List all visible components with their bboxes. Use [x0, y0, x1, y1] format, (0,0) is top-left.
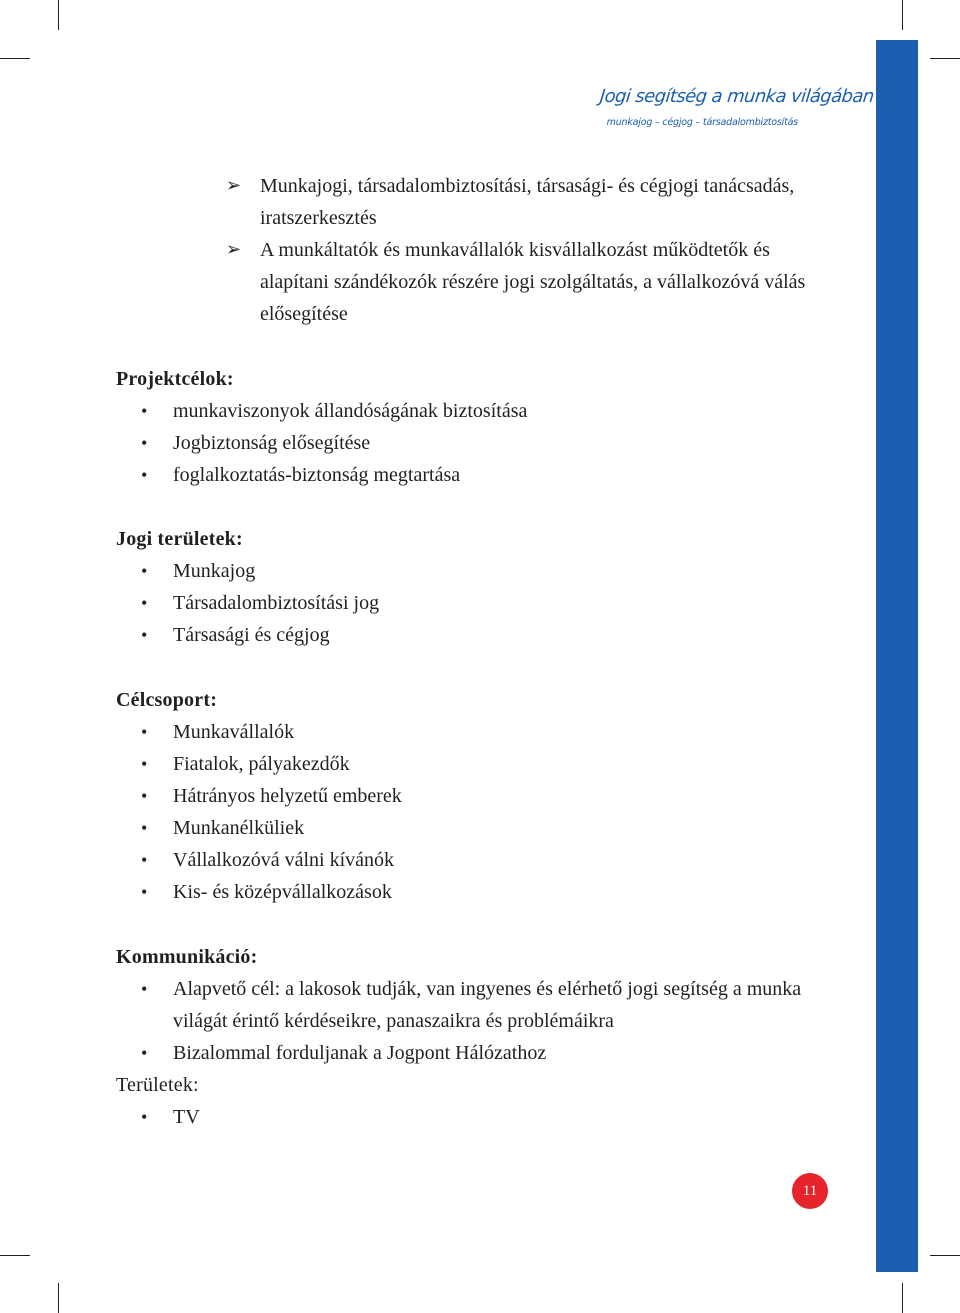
list-item-text: Alapvető cél: a lakosok tudják, van ingyenes és elérhető jogi segítség a munka világát érintő kérdéseikre, panaszaikra és problémáikra	[173, 978, 802, 1032]
header-title: Jogi segítség a munka világában	[598, 86, 875, 107]
list-item	[116, 748, 836, 780]
bullet-dot-icon: •	[141, 882, 148, 902]
bullet-list	[116, 395, 836, 491]
list-item-text: Munkajog	[173, 560, 256, 582]
bullet-dot-icon: •	[141, 818, 148, 838]
list-item	[116, 619, 836, 651]
crop-mark	[58, 0, 59, 30]
list-item-text: Fiatalok, pályakezdők	[173, 753, 350, 775]
list-item	[116, 780, 836, 812]
target-group-section	[116, 684, 836, 908]
list-item	[116, 973, 836, 1037]
bullet-dot-icon: •	[141, 754, 148, 774]
crop-mark	[902, 0, 903, 30]
crop-mark	[0, 1255, 30, 1256]
list-item-text: Vállalkozóvá válni kívánók	[173, 849, 395, 871]
bullet-dot-icon: •	[141, 561, 148, 581]
project-goals-section	[116, 363, 836, 491]
header-subtitle: munkajog – cégjog – társadalombiztosítás	[606, 117, 798, 128]
services-list	[226, 170, 838, 330]
page-edge-bar	[876, 40, 918, 1272]
page-number-badge: 11	[792, 1173, 828, 1209]
arrowhead-bullet-icon: ➢	[226, 239, 242, 260]
list-item	[116, 587, 836, 619]
list-item	[116, 716, 836, 748]
list-item-text: Kis- és középvállalkozások	[173, 881, 392, 903]
section-heading: Projektcélok:	[116, 368, 234, 390]
bullet-dot-icon: •	[141, 850, 148, 870]
list-item-text: Bizalommal forduljanak a Jogpont Hálózathoz	[173, 1042, 547, 1064]
bullet-dot-icon: •	[141, 786, 148, 806]
section-heading: Kommunikáció:	[116, 946, 258, 968]
legal-areas-section	[116, 523, 836, 651]
bullet-dot-icon: •	[141, 722, 148, 742]
section-heading: Jogi területek:	[116, 528, 243, 550]
bullet-list	[116, 1101, 836, 1133]
bullet-dot-icon: •	[141, 625, 148, 645]
communication-section	[116, 941, 836, 1133]
list-item-text: Munkanélküliek	[173, 817, 305, 839]
list-item	[116, 427, 836, 459]
arrowhead-bullet-icon: ➢	[226, 175, 242, 196]
crop-mark	[0, 58, 30, 59]
service-item	[226, 234, 838, 330]
list-item-text: Társasági és cégjog	[173, 624, 330, 646]
crop-mark	[930, 1255, 960, 1256]
bullet-list	[116, 716, 836, 908]
list-item	[116, 812, 836, 844]
bullet-dot-icon: •	[141, 1107, 148, 1127]
crop-mark	[902, 1283, 903, 1313]
service-text: A munkáltatók és munkavállalók kisvállalkozást működtetők és alapítani szándékozók részére jogi szolgáltatás, a vállalkozóvá válás elősegítése	[260, 239, 806, 325]
list-item-text: foglalkoztatás-biztonság megtartása	[173, 464, 461, 486]
list-item-text: Társadalombiztosítási jog	[173, 592, 380, 614]
list-item-text: TV	[173, 1106, 200, 1128]
list-item-text: Hátrányos helyzetű emberek	[173, 785, 402, 807]
list-item-text: munkaviszonyok állandóságának biztosítása	[173, 400, 528, 422]
bullet-list	[116, 973, 836, 1069]
list-item	[116, 844, 836, 876]
bullet-dot-icon: •	[141, 593, 148, 613]
section-heading: Célcsoport:	[116, 689, 218, 711]
list-item	[116, 1101, 836, 1133]
crop-mark	[930, 58, 960, 59]
list-item-text: Munkavállalók	[173, 721, 295, 743]
service-text: Munkajogi, társadalombiztosítási, társasági- és cégjogi tanácsadás, iratszerkesztés	[260, 175, 795, 229]
bullet-dot-icon: •	[141, 979, 148, 999]
list-item-text: Jogbiztonság elősegítése	[173, 432, 371, 454]
service-item	[226, 170, 838, 234]
bullet-dot-icon: •	[141, 465, 148, 485]
list-item	[116, 555, 836, 587]
bullet-list	[116, 555, 836, 651]
list-item	[116, 876, 836, 908]
bullet-dot-icon: •	[141, 433, 148, 453]
list-item	[116, 1037, 836, 1069]
areas-heading: Területek:	[116, 1074, 199, 1096]
list-item	[116, 459, 836, 491]
bullet-dot-icon: •	[141, 1043, 148, 1063]
list-item	[116, 395, 836, 427]
bullet-dot-icon: •	[141, 401, 148, 421]
crop-mark	[58, 1283, 59, 1313]
